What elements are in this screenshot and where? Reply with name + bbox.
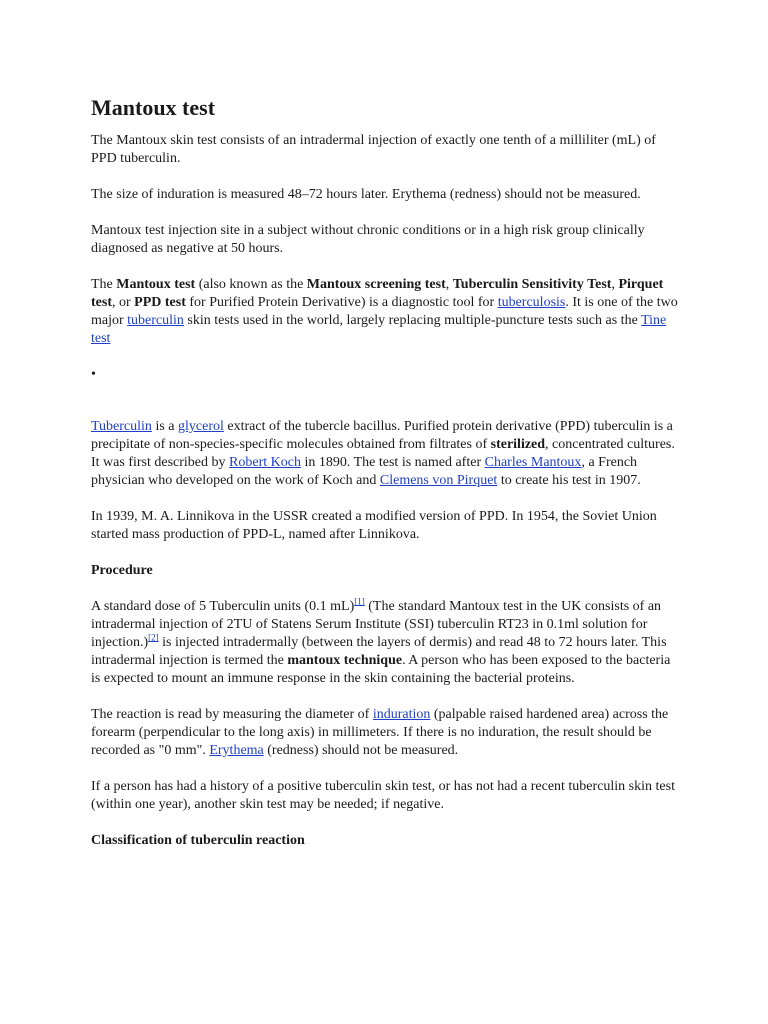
- page-title: Mantoux test: [91, 95, 216, 120]
- procedure-paragraph: A standard dose of 5 Tuberculin units (0.1 mL)[1] (The standard Mantoux test in the UK consists of an intradermal injection of 2TU of Statens Serum Institute (SSI) tuberculin RT23 in 0.1ml solution for injection.)[2] is injected intradermally (between the layers of dermis) and read 48 to 72 hours later. This intradermal injection is termed the mantoux technique. A person who has been exposed to the bacteria is expected to mount an immune response in the skin containing the bacterial proteins.: [91, 596, 671, 686]
- term-pirquet-test: Pirquet test: [91, 277, 664, 310]
- retest-paragraph: If a person has had a history of a positive tuberculin skin test, or has not had a recent tuberculin skin test (within one year), another skin test may be needed; if negative.: [91, 779, 675, 812]
- procedure-heading: Procedure: [91, 563, 153, 578]
- injection-site-paragraph: Mantoux test injection site in a subject without chronic conditions or in a high risk group clinically diagnosed as negative at 50 hours.: [91, 223, 645, 256]
- citation-2-link[interactable]: [2]: [148, 632, 159, 643]
- link-glycerol[interactable]: glycerol: [178, 419, 224, 434]
- citation-1-link[interactable]: [1]: [354, 596, 365, 607]
- term-mantoux-test: Mantoux test: [116, 277, 196, 292]
- linnikova-paragraph: In 1939, M. A. Linnikova in the USSR created a modified version of PPD. In 1954, the Soviet Union started mass production of PPD-L, named after Linnikova.: [91, 509, 657, 542]
- induration-paragraph: The size of induration is measured 48–72 hours later. Erythema (redness) should not be measured.: [91, 187, 641, 202]
- link-tine-test[interactable]: Tine test: [91, 313, 667, 346]
- intro-paragraph: The Mantoux skin test consists of an intradermal injection of exactly one tenth of a milliliter (mL) of PPD tuberculin.: [91, 133, 656, 166]
- reading-paragraph: The reaction is read by measuring the diameter of induration (palpable raised hardened area) across the forearm (perpendicular to the long axis) in millimeters. If there is no induration, the result should be recorded as "0 mm". Erythema (redness) should not be measured.: [91, 707, 669, 758]
- link-charles-mantoux[interactable]: Charles Mantoux: [484, 455, 582, 470]
- definition-paragraph: The Mantoux test (also known as the Mantoux screening test, Tuberculin Sensitivity Test, Pirquet test, or PPD test for Purified Protein Derivative) is a diagnostic tool for tuberculosis. It is one of the two major tuberculin skin tests used in the world, largely replacing multiple-puncture tests such as the Tine test: [91, 277, 678, 346]
- link-robert-koch[interactable]: Robert Koch: [229, 455, 301, 470]
- bullet-item: [91, 364, 681, 418]
- article-body: [91, 94, 681, 868]
- link-induration[interactable]: induration: [372, 707, 431, 722]
- term-screening-test: Mantoux screening test: [306, 277, 446, 292]
- link-clemens-von-pirquet[interactable]: Clemens von Pirquet: [379, 473, 498, 488]
- link-tuberculosis[interactable]: tuberculosis: [497, 295, 566, 310]
- term-sensitivity-test: Tuberculin Sensitivity Test: [452, 277, 612, 292]
- link-erythema[interactable]: Erythema: [209, 743, 264, 758]
- link-tuberculin-2[interactable]: Tuberculin: [91, 419, 152, 434]
- classification-heading: Classification of tuberculin reaction: [91, 833, 305, 848]
- term-sterilized: sterilized: [490, 437, 546, 452]
- history-paragraph: Tuberculin is a glycerol extract of the tubercle bacillus. Purified protein derivative (PPD) tuberculin is a precipitate of non-species-specific molecules obtained from filtrates of sterilized, concentrated cultures. It was first described by Robert Koch in 1890. The test is named after Charles Mantoux, a French physician who developed on the work of Koch and Clemens von Pirquet to create his test in 1907.: [91, 419, 675, 488]
- link-tuberculin[interactable]: tuberculin: [127, 313, 184, 328]
- bullet-icon: •: [91, 367, 96, 382]
- term-ppd-test: PPD test: [134, 295, 186, 310]
- term-mantoux-technique: mantoux technique: [287, 653, 403, 668]
